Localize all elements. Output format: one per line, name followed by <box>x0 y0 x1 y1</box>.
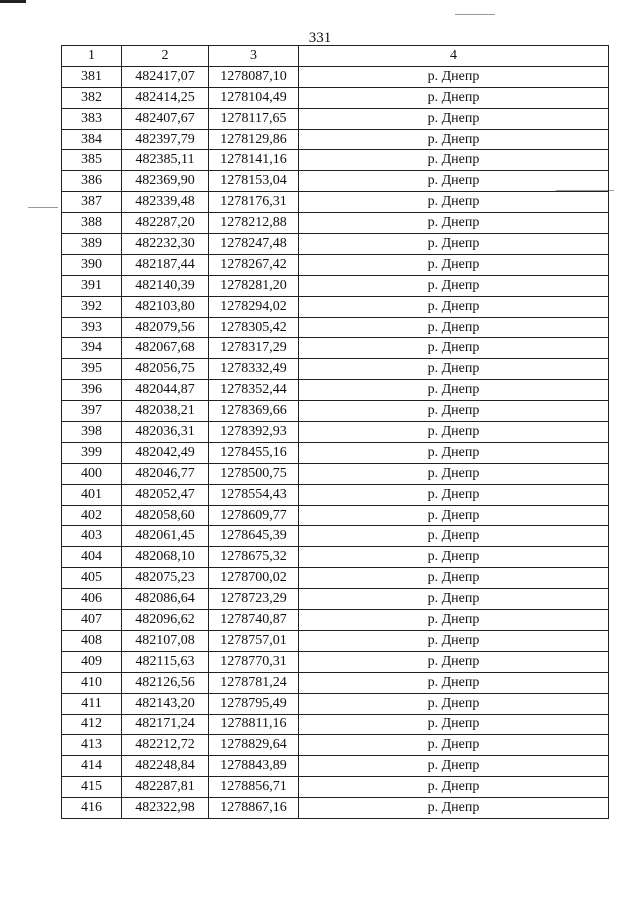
table-row <box>62 129 609 150</box>
x-coordinate-cell: 482126,56 <box>122 672 209 693</box>
table-row <box>62 192 609 213</box>
y-coordinate-cell: 1278757,01 <box>209 630 299 651</box>
description-cell: р. Днепр <box>299 735 609 756</box>
x-coordinate-cell: 482385,11 <box>122 150 209 171</box>
scan-edge-mark <box>0 0 26 3</box>
point-number-cell: 391 <box>62 275 122 296</box>
table-row <box>62 714 609 735</box>
scan-noise-line <box>28 207 58 208</box>
point-number-cell: 393 <box>62 317 122 338</box>
description-cell: р. Днепр <box>299 568 609 589</box>
point-number-cell: 411 <box>62 693 122 714</box>
point-number-cell: 414 <box>62 756 122 777</box>
table-row <box>62 87 609 108</box>
x-coordinate-cell: 482086,64 <box>122 589 209 610</box>
table-row <box>62 66 609 87</box>
table-row <box>62 317 609 338</box>
point-number-cell: 385 <box>62 150 122 171</box>
y-coordinate-cell: 1278867,16 <box>209 798 299 819</box>
table-header-row <box>62 46 609 67</box>
description-cell: р. Днепр <box>299 66 609 87</box>
y-coordinate-cell: 1278740,87 <box>209 610 299 631</box>
description-cell: р. Днепр <box>299 630 609 651</box>
description-cell: р. Днепр <box>299 756 609 777</box>
description-cell: р. Днепр <box>299 296 609 317</box>
y-coordinate-cell: 1278392,93 <box>209 422 299 443</box>
point-number-cell: 406 <box>62 589 122 610</box>
y-coordinate-cell: 1278700,02 <box>209 568 299 589</box>
x-coordinate-cell: 482044,87 <box>122 380 209 401</box>
x-coordinate-cell: 482171,24 <box>122 714 209 735</box>
table-row <box>62 171 609 192</box>
description-cell: р. Днепр <box>299 338 609 359</box>
y-coordinate-cell: 1278500,75 <box>209 463 299 484</box>
x-coordinate-cell: 482115,63 <box>122 651 209 672</box>
table-row <box>62 547 609 568</box>
point-number-cell: 403 <box>62 526 122 547</box>
description-cell: р. Днепр <box>299 798 609 819</box>
column-header: 4 <box>299 46 609 67</box>
point-number-cell: 388 <box>62 213 122 234</box>
table-row <box>62 484 609 505</box>
table-row <box>62 401 609 422</box>
point-number-cell: 395 <box>62 359 122 380</box>
x-coordinate-cell: 482052,47 <box>122 484 209 505</box>
x-coordinate-cell: 482140,39 <box>122 275 209 296</box>
y-coordinate-cell: 1278305,42 <box>209 317 299 338</box>
point-number-cell: 413 <box>62 735 122 756</box>
point-number-cell: 405 <box>62 568 122 589</box>
point-number-cell: 383 <box>62 108 122 129</box>
table-row <box>62 672 609 693</box>
y-coordinate-cell: 1278829,64 <box>209 735 299 756</box>
description-cell: р. Днепр <box>299 651 609 672</box>
point-number-cell: 397 <box>62 401 122 422</box>
y-coordinate-cell: 1278369,66 <box>209 401 299 422</box>
point-number-cell: 381 <box>62 66 122 87</box>
table-row <box>62 422 609 443</box>
y-coordinate-cell: 1278675,32 <box>209 547 299 568</box>
x-coordinate-cell: 482107,08 <box>122 630 209 651</box>
x-coordinate-cell: 482103,80 <box>122 296 209 317</box>
point-number-cell: 409 <box>62 651 122 672</box>
point-number-cell: 412 <box>62 714 122 735</box>
table-row <box>62 610 609 631</box>
y-coordinate-cell: 1278129,86 <box>209 129 299 150</box>
column-header: 1 <box>62 46 122 67</box>
column-header: 2 <box>122 46 209 67</box>
x-coordinate-cell: 482417,07 <box>122 66 209 87</box>
x-coordinate-cell: 482075,23 <box>122 568 209 589</box>
point-number-cell: 386 <box>62 171 122 192</box>
x-coordinate-cell: 482058,60 <box>122 505 209 526</box>
description-cell: р. Днепр <box>299 547 609 568</box>
table-row <box>62 463 609 484</box>
table-row <box>62 756 609 777</box>
x-coordinate-cell: 482212,72 <box>122 735 209 756</box>
point-number-cell: 402 <box>62 505 122 526</box>
description-cell: р. Днепр <box>299 526 609 547</box>
description-cell: р. Днепр <box>299 505 609 526</box>
point-number-cell: 410 <box>62 672 122 693</box>
x-coordinate-cell: 482061,45 <box>122 526 209 547</box>
table-row <box>62 505 609 526</box>
table-body <box>62 66 609 818</box>
point-number-cell: 401 <box>62 484 122 505</box>
table-row <box>62 275 609 296</box>
point-number-cell: 396 <box>62 380 122 401</box>
x-coordinate-cell: 482287,20 <box>122 213 209 234</box>
y-coordinate-cell: 1278770,31 <box>209 651 299 672</box>
x-coordinate-cell: 482056,75 <box>122 359 209 380</box>
x-coordinate-cell: 482232,30 <box>122 234 209 255</box>
point-number-cell: 407 <box>62 610 122 631</box>
x-coordinate-cell: 482046,77 <box>122 463 209 484</box>
description-cell: р. Днепр <box>299 672 609 693</box>
description-cell: р. Днепр <box>299 317 609 338</box>
description-cell: р. Днепр <box>299 463 609 484</box>
x-coordinate-cell: 482096,62 <box>122 610 209 631</box>
description-cell: р. Днепр <box>299 275 609 296</box>
y-coordinate-cell: 1278294,02 <box>209 296 299 317</box>
description-cell: р. Днепр <box>299 213 609 234</box>
description-cell: р. Днепр <box>299 484 609 505</box>
point-number-cell: 390 <box>62 254 122 275</box>
y-coordinate-cell: 1278267,42 <box>209 254 299 275</box>
x-coordinate-cell: 482339,48 <box>122 192 209 213</box>
description-cell: р. Днепр <box>299 589 609 610</box>
point-number-cell: 382 <box>62 87 122 108</box>
y-coordinate-cell: 1278811,16 <box>209 714 299 735</box>
x-coordinate-cell: 482407,67 <box>122 108 209 129</box>
point-number-cell: 400 <box>62 463 122 484</box>
description-cell: р. Днепр <box>299 714 609 735</box>
x-coordinate-cell: 482369,90 <box>122 171 209 192</box>
y-coordinate-cell: 1278795,49 <box>209 693 299 714</box>
description-cell: р. Днепр <box>299 401 609 422</box>
y-coordinate-cell: 1278153,04 <box>209 171 299 192</box>
table-row <box>62 213 609 234</box>
y-coordinate-cell: 1278843,89 <box>209 756 299 777</box>
x-coordinate-cell: 482079,56 <box>122 317 209 338</box>
table-row <box>62 693 609 714</box>
description-cell: р. Днепр <box>299 359 609 380</box>
y-coordinate-cell: 1278645,39 <box>209 526 299 547</box>
point-number-cell: 389 <box>62 234 122 255</box>
point-number-cell: 392 <box>62 296 122 317</box>
x-coordinate-cell: 482287,81 <box>122 777 209 798</box>
point-number-cell: 387 <box>62 192 122 213</box>
x-coordinate-cell: 482036,31 <box>122 422 209 443</box>
y-coordinate-cell: 1278317,29 <box>209 338 299 359</box>
point-number-cell: 408 <box>62 630 122 651</box>
y-coordinate-cell: 1278352,44 <box>209 380 299 401</box>
y-coordinate-cell: 1278141,16 <box>209 150 299 171</box>
x-coordinate-cell: 482248,84 <box>122 756 209 777</box>
table-row <box>62 526 609 547</box>
x-coordinate-cell: 482067,68 <box>122 338 209 359</box>
x-coordinate-cell: 482322,98 <box>122 798 209 819</box>
description-cell: р. Днепр <box>299 777 609 798</box>
table-row <box>62 630 609 651</box>
point-number-cell: 394 <box>62 338 122 359</box>
page-number: 331 <box>308 30 332 46</box>
point-number-cell: 415 <box>62 777 122 798</box>
point-number-cell: 404 <box>62 547 122 568</box>
point-number-cell: 416 <box>62 798 122 819</box>
description-cell: р. Днепр <box>299 171 609 192</box>
description-cell: р. Днепр <box>299 129 609 150</box>
description-cell: р. Днепр <box>299 610 609 631</box>
table-row <box>62 735 609 756</box>
x-coordinate-cell: 482187,44 <box>122 254 209 275</box>
column-header: 3 <box>209 46 299 67</box>
table-row <box>62 651 609 672</box>
description-cell: р. Днепр <box>299 693 609 714</box>
description-cell: р. Днепр <box>299 380 609 401</box>
y-coordinate-cell: 1278104,49 <box>209 87 299 108</box>
y-coordinate-cell: 1278212,88 <box>209 213 299 234</box>
table-row <box>62 380 609 401</box>
y-coordinate-cell: 1278723,29 <box>209 589 299 610</box>
y-coordinate-cell: 1278609,77 <box>209 505 299 526</box>
y-coordinate-cell: 1278332,49 <box>209 359 299 380</box>
table-row <box>62 442 609 463</box>
x-coordinate-cell: 482042,49 <box>122 442 209 463</box>
point-number-cell: 399 <box>62 442 122 463</box>
table-row <box>62 568 609 589</box>
description-cell: р. Днепр <box>299 422 609 443</box>
y-coordinate-cell: 1278455,16 <box>209 442 299 463</box>
description-cell: р. Днепр <box>299 234 609 255</box>
table-row <box>62 108 609 129</box>
description-cell: р. Днепр <box>299 442 609 463</box>
description-cell: р. Днепр <box>299 108 609 129</box>
y-coordinate-cell: 1278856,71 <box>209 777 299 798</box>
x-coordinate-cell: 482414,25 <box>122 87 209 108</box>
table-row <box>62 296 609 317</box>
description-cell: р. Днепр <box>299 192 609 213</box>
y-coordinate-cell: 1278087,10 <box>209 66 299 87</box>
table-row <box>62 234 609 255</box>
table-row <box>62 359 609 380</box>
point-number-cell: 398 <box>62 422 122 443</box>
scan-noise-line <box>455 14 495 15</box>
table-row <box>62 150 609 171</box>
x-coordinate-cell: 482038,21 <box>122 401 209 422</box>
x-coordinate-cell: 482397,79 <box>122 129 209 150</box>
x-coordinate-cell: 482143,20 <box>122 693 209 714</box>
y-coordinate-cell: 1278554,43 <box>209 484 299 505</box>
description-cell: р. Днепр <box>299 87 609 108</box>
y-coordinate-cell: 1278781,24 <box>209 672 299 693</box>
y-coordinate-cell: 1278281,20 <box>209 275 299 296</box>
x-coordinate-cell: 482068,10 <box>122 547 209 568</box>
table-row <box>62 589 609 610</box>
description-cell: р. Днепр <box>299 254 609 275</box>
table-row <box>62 338 609 359</box>
table-row <box>62 777 609 798</box>
table-row <box>62 254 609 275</box>
coordinates-table <box>61 45 609 819</box>
description-cell: р. Днепр <box>299 150 609 171</box>
y-coordinate-cell: 1278117,65 <box>209 108 299 129</box>
point-number-cell: 384 <box>62 129 122 150</box>
y-coordinate-cell: 1278247,48 <box>209 234 299 255</box>
y-coordinate-cell: 1278176,31 <box>209 192 299 213</box>
table-row <box>62 798 609 819</box>
